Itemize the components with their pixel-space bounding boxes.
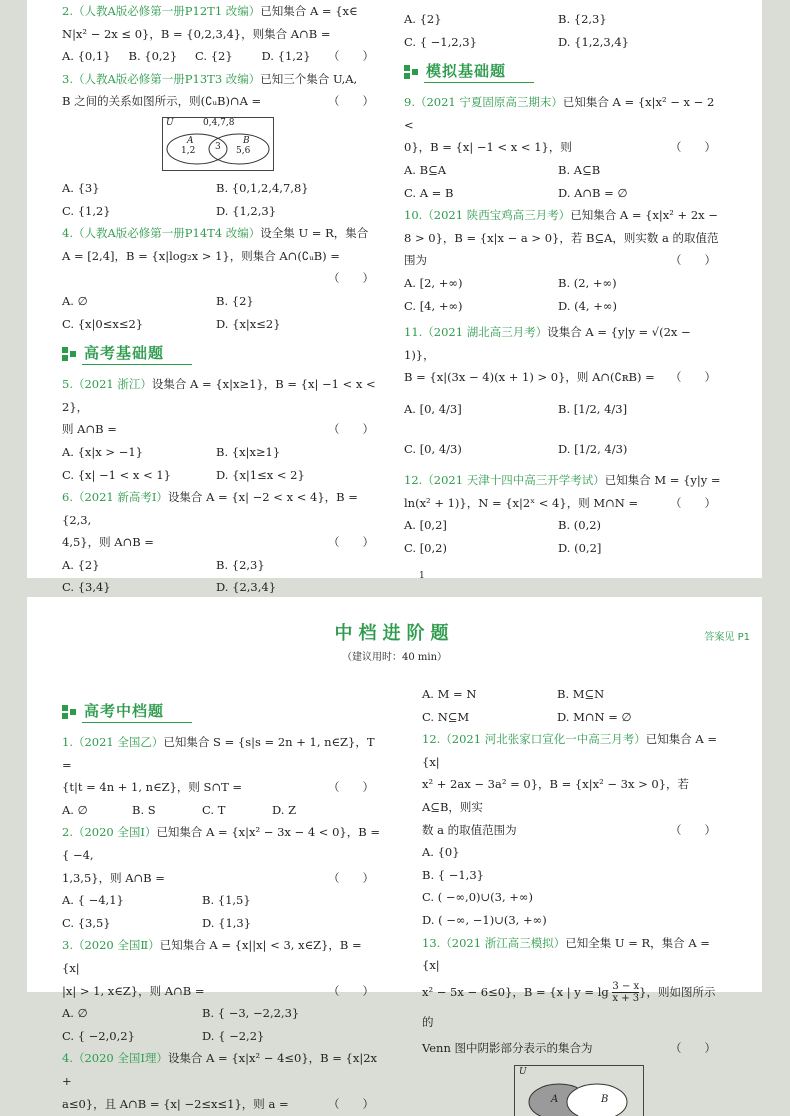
options (404, 182, 724, 205)
options (62, 576, 382, 599)
option-c[interactable]: C. [0,2) (404, 540, 447, 555)
option-b[interactable]: B. (0,2) (558, 518, 602, 533)
options (62, 799, 382, 822)
option-d[interactable]: D. (0,2] (558, 540, 602, 555)
option-a[interactable]: A. {x|x > −1} (62, 444, 143, 459)
option-b[interactable]: B. M⊆N (557, 687, 605, 701)
options (62, 889, 382, 912)
option-d[interactable]: D. { −2,2} (202, 1028, 265, 1043)
option-a[interactable]: A. ∅ (62, 293, 88, 308)
question-2: 2.（2020 全国Ⅰ）已知集合 A = {x|x² − 3x − 4 < 0}，B = { −4, 1,3,5}，则 A∩B = （ ） (62, 825, 380, 885)
option-a[interactable]: A. M = N (422, 687, 477, 701)
option-b[interactable]: B. [1/2, 4/3] (558, 401, 628, 416)
options (404, 429, 724, 469)
option-c[interactable]: C. A = B (404, 185, 454, 200)
option-c[interactable]: C. {1,2} (62, 203, 111, 218)
section-icon (62, 347, 76, 361)
options (62, 1002, 382, 1025)
section-heading: 模拟基础题 (404, 59, 724, 85)
option-a[interactable]: A. {2} (404, 12, 442, 26)
page-title: 中档进阶题 (334, 623, 455, 644)
option-a[interactable]: A. {2} (62, 557, 100, 572)
options (62, 554, 382, 577)
option-a[interactable]: A. { −4,1} (62, 893, 124, 908)
page-number: 1 (419, 571, 425, 581)
option-d[interactable]: D. (4, +∞) (558, 298, 617, 313)
question-2: 2.（人教A版必修第一册P12T1 改编）已知集合 A = {x∈ N|x² − 2x ≤ 0}，B = {0,2,3,4}，则集合 A∩B = （ ） (62, 4, 374, 64)
option-c[interactable]: C. [4, +∞) (404, 298, 463, 313)
suggested-time: （建议用时：40 min） (341, 652, 448, 663)
option-d[interactable]: D. Z (272, 802, 297, 817)
question-13: 13.（2021 浙江高三模拟）已知全集 U = R，集合 A = {x| (422, 935, 710, 973)
question-source: 2.（人教A版必修第一册P12T1 改编） (62, 4, 261, 18)
option-d[interactable]: D. {x|x≤2} (216, 316, 281, 331)
option-c[interactable]: C. {3,5} (62, 915, 111, 930)
option-c[interactable]: C. { −1,2,3} (404, 34, 477, 49)
question-3: 3.（2020 全国Ⅱ）已知集合 A = {x||x| < 3, x∈Z}，B = {x| |x| > 1, x∈Z}，则 A∩B = （ ） (62, 938, 374, 998)
option-c[interactable]: C. {x| −1 < x < 1} (62, 467, 171, 482)
option-d[interactable]: D. ( −∞, −1)∪(3, +∞) (422, 912, 547, 927)
page-1 (27, 0, 762, 595)
option-c[interactable]: C. { −2,0,2} (62, 1028, 135, 1043)
venn-diagram: U 0,4,7,8 A 1,2 3 B 5,6 (162, 117, 274, 171)
option-a[interactable]: A. ∅ (62, 802, 88, 817)
right-column (422, 683, 724, 1116)
venn-diagram: U A B (514, 1065, 644, 1116)
question-13-line-3: Venn 图中阴影部分表示的集合为 （ ） (422, 1040, 716, 1055)
options (62, 200, 382, 223)
option-a[interactable]: A. {0,1} (62, 49, 111, 64)
option-d[interactable]: D. {1,2,3,4} (558, 34, 629, 49)
options (404, 272, 724, 295)
option-d[interactable]: D. {x|1≤x < 2} (216, 467, 305, 482)
left-column (62, 699, 382, 1115)
option-d[interactable]: D. {1,3} (202, 915, 252, 930)
question-4: 4.（人教A版必修第一册P14T4 改编）设全集 U = R，集合 A = [2,4]，B = {x|log₂x > 1}，则集合 A∩(∁ᵤB) = （ ） (62, 226, 374, 286)
option-b[interactable]: B. { −3, −2,2,3} (202, 1006, 300, 1021)
options (404, 31, 724, 54)
option-c[interactable]: C. T (202, 802, 226, 817)
options (404, 295, 724, 318)
section-heading: 高考基础题 (62, 341, 382, 367)
option-c[interactable]: C. {2} (195, 49, 233, 64)
question-6: 6.（2021 新高考Ⅰ）设集合 A = {x| −2 < x < 4}，B = {2,3, 4,5}，则 A∩B = （ ） (62, 490, 374, 550)
option-d[interactable]: D. {2,3,4} (216, 580, 277, 595)
question-12: 12.（2021 河北张家口宣化一中高三月考）已知集合 A = {x| x² + 2ax − 3a² = 0}，B = {x|x² − 3x > 0}，若 A⊆B，则实 数 a 的取值范围为 （ ） (422, 732, 717, 837)
option-b[interactable]: B. {2,3} (216, 557, 265, 572)
option-c[interactable]: C. ( −∞,0)∪(3, +∞) (422, 890, 533, 905)
option-b[interactable]: B. {2} (216, 293, 254, 308)
option-b[interactable]: B. {0,1,2,4,7,8} (216, 180, 309, 195)
option-a[interactable]: A. ∅ (62, 1006, 88, 1021)
question-11: 11.（2021 湖北高三月考）设集合 A = {y|y = √(2x − 1)}， B = {x|(3x − 4)(x + 1) > 0}，则 A∩(∁ʀB) = （ ） (404, 325, 716, 385)
question-9: 9.（2021 宁夏固原高三期末）已知集合 A = {x|x² − x − 2 < 0}，B = {x| −1 < x < 1}，则 （ ） (404, 95, 716, 155)
venn-shapes (515, 1066, 643, 1116)
options (404, 514, 724, 537)
option-b[interactable]: B. {2,3} (558, 12, 607, 26)
page-2 (27, 597, 762, 1111)
option-c[interactable]: C. N⊆M (422, 709, 470, 724)
options (62, 912, 382, 935)
question-13-line-2: x² − 5x − 6≤0}，B = {x | y = lg $\frac{3 - x}{x + 3}$ }，则如图所示的 (422, 981, 716, 1029)
answer-reference: 答案见 P1 (704, 632, 750, 643)
option-b[interactable]: B. {1,5} (202, 893, 251, 908)
option-d[interactable]: D. {1,2,3} (216, 203, 277, 218)
option-c[interactable]: C. [0, 4/3) (404, 441, 462, 456)
option-d[interactable]: D. A∩B = ∅ (558, 185, 628, 200)
option-a[interactable]: A. {3} (62, 180, 100, 195)
fraction: $\frac{3 - x}{x + 3}$ (612, 981, 640, 1005)
option-b[interactable]: B. {x|x≥1} (216, 444, 281, 459)
question-10: 10.（2021 陕西宝鸡高三月考）已知集合 A = {x|x² + 2x − 8 > 0}，B = {x|x − a > 0}，若 B⊆A，则实数 a 的取值范 围为 （ ） (404, 208, 719, 268)
question-5: 5.（2021 浙江）设集合 A = {x|x≥1}，B = {x| −1 < x < 2}， 则 A∩B = （ ） (62, 377, 376, 437)
option-d[interactable]: D. M∩N = ∅ (557, 709, 632, 724)
question-12: 12.（2021 天津十四中高三开学考试）已知集合 M = {y|y = ln(x² + 1)}，N = {x|2ˣ < 4}，则 M∩N = （ ） (404, 472, 721, 510)
options (62, 464, 382, 487)
left-column (62, 0, 382, 599)
section-heading: 高考中档题 (62, 699, 382, 725)
question-3: 3.（人教A版必修第一册P13T3 改编）已知三个集合 U,A, B 之间的关系如图所示，则(∁ᵤB)∩A = （ ） (62, 71, 374, 109)
options (62, 290, 382, 313)
options (422, 683, 724, 706)
section-icon (62, 705, 76, 719)
options (62, 441, 382, 464)
option-a[interactable]: A. B⊆A (404, 162, 447, 177)
options (62, 177, 382, 200)
option-a[interactable]: A. [0,2] (404, 518, 447, 533)
options (404, 8, 724, 31)
option-b[interactable]: B. S (132, 802, 156, 817)
option-d[interactable]: D. {1,2} (261, 49, 311, 64)
section-icon (404, 65, 418, 79)
option-a[interactable]: A. {0} (422, 845, 460, 860)
option-b[interactable]: B. { −1,3} (422, 867, 484, 882)
right-column (404, 8, 724, 559)
option-a[interactable]: A. [0, 4/3] (404, 401, 462, 416)
options (422, 706, 724, 729)
question-4: 4.（2020 全国Ⅰ理）设集合 A = {x|x² − 4≤0}，B = {x|2x + a≤0}，且 A∩B = {x| −2≤x≤1}，则 a = （ ） (62, 1051, 378, 1111)
question-1: 1.（2021 全国乙）已知集合 S = {s|s = 2n + 1, n∈Z}，T = {t|t = 4n + 1, n∈Z}，则 S∩T = （ ） (62, 735, 375, 795)
option-a[interactable]: A. [2, +∞) (404, 275, 463, 290)
option-b[interactable]: B. (2, +∞) (558, 275, 617, 290)
options (62, 45, 328, 68)
options (62, 1025, 382, 1048)
options (404, 537, 724, 560)
option-c[interactable]: C. {x|0≤x≤2} (62, 316, 144, 331)
options (404, 389, 724, 429)
options (62, 313, 382, 336)
options (404, 159, 724, 182)
option-b[interactable]: B. A⊆B (558, 162, 601, 177)
option-b[interactable]: B. {0,2} (128, 49, 178, 64)
option-d[interactable]: D. [1/2, 4/3) (558, 441, 628, 456)
option-c[interactable]: C. {3,4} (62, 580, 111, 595)
